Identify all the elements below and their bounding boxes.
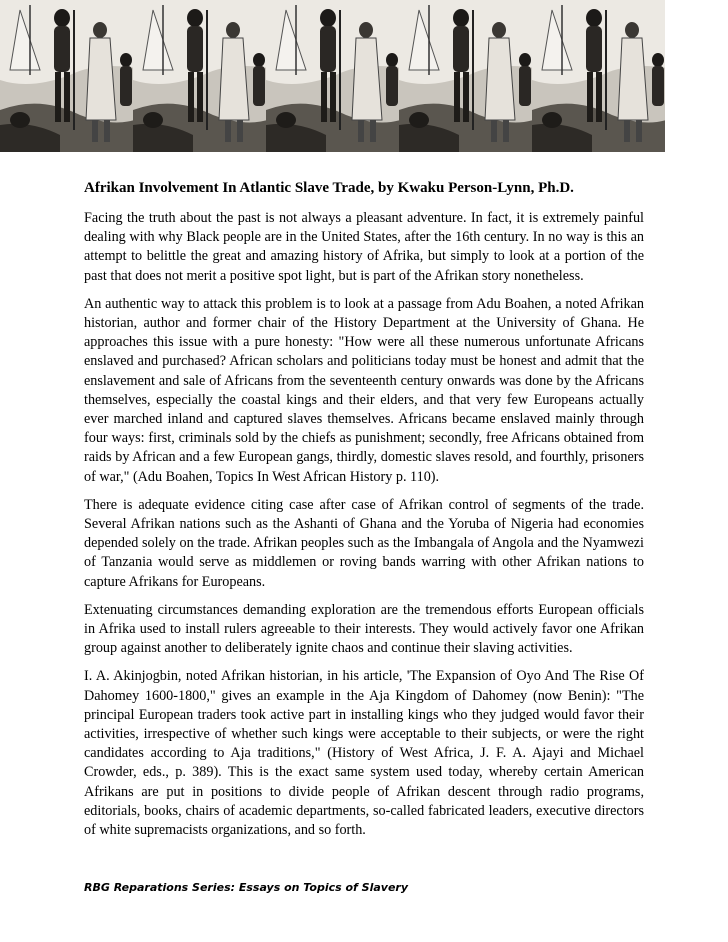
article-body [84, 178, 644, 849]
article-title: Afrikan Involvement In Atlantic Slave Trade, by Kwaku Person-Lynn, Ph.D. [84, 180, 574, 196]
paragraph: I. A. Akinjogbin, noted Afrikan historian, in his article, 'The Expansion of Oyo And The Rise Of Dahomey 1600-1800," gives an example in the Aja Kingdom of Dahomey (now Benin): "The principal European traders took active part in installing kings who they judged would favor their activities, irrespective of whether such kings were acceptable to their subjects, or were the right candidates according to Aja traditions," (History of West Africa, J. F. A. Ajayi and Michael Crowder, eds., p. 389). This is the exact same system used today, whereby certain American Afrikans are put in positions to divide people of Afrikan descent through radio programs, editorials, books, chairs of academic departments, so-called fabricated leaders, executive directors of white supremacists organizations, and so forth. [84, 668, 644, 839]
paragraph: An authentic way to attack this problem is to look at a passage from Adu Boahen, a noted Afrikan historian, author and former chair of the History Department at the University of Ghana. He approaches this issue with a pure honesty: "How were all these numerous unfortunate Africans enslaved and purchased? African scholars and politicians today must be honest and admit that the enslavement and sale of Africans from the seventeenth century onwards was done by the Africans themselves, especially the coastal kings and their elders, and that very few Europeans actually ever marched inland and captured slaves themselves. Africans became enslaved mainly through four ways: first, criminals sold by the chiefs as punishment; secondly, free Africans obtained from raids by African and a few European gangs, thirdly, domestic slaves resold, and fourthly, prisoners of war," (Adu Boahen, Topics In West African History p. 110). [84, 295, 644, 485]
engraving-image [133, 0, 266, 152]
header-banner [0, 0, 728, 152]
footer-series-label: RBG Reparations Series: Essays on Topics of Slavery [84, 881, 409, 894]
engraving-image [399, 0, 532, 152]
engraving-image [266, 0, 399, 152]
paragraph: Extenuating circumstances demanding exploration are the tremendous efforts European officials in Afrika used to install rulers agreeable to their interests. They would actively favor one Afrikan group against another to deliberately ignite chaos and continue their slaving activities. [84, 601, 644, 657]
paragraph: Facing the truth about the past is not always a pleasant adventure. In fact, it is extremely painful dealing with why Black people are in the United States, after the 16th century. In no way is this an attempt to belittle the great and amazing history of Afrika, but simply to look at a portion of the past that does not merit a positive spot light, but is part of the Afrikan story nonetheless. [84, 210, 644, 284]
engraving-image [0, 0, 133, 152]
paragraph: There is adequate evidence citing case after case of Afrikan control of segments of the trade. Several Afrikan nations such as the Ashanti of Ghana and the Yoruba of Nigeria had economies depended solely on the trade. Afrikan peoples such as the Imbangala of Angola and the Nyamwezi of Tanzania would serve as middlemen or roving bands warring with other Afrikan nations to capture Afrikans for Europeans. [84, 496, 644, 590]
engraving-image [532, 0, 665, 152]
